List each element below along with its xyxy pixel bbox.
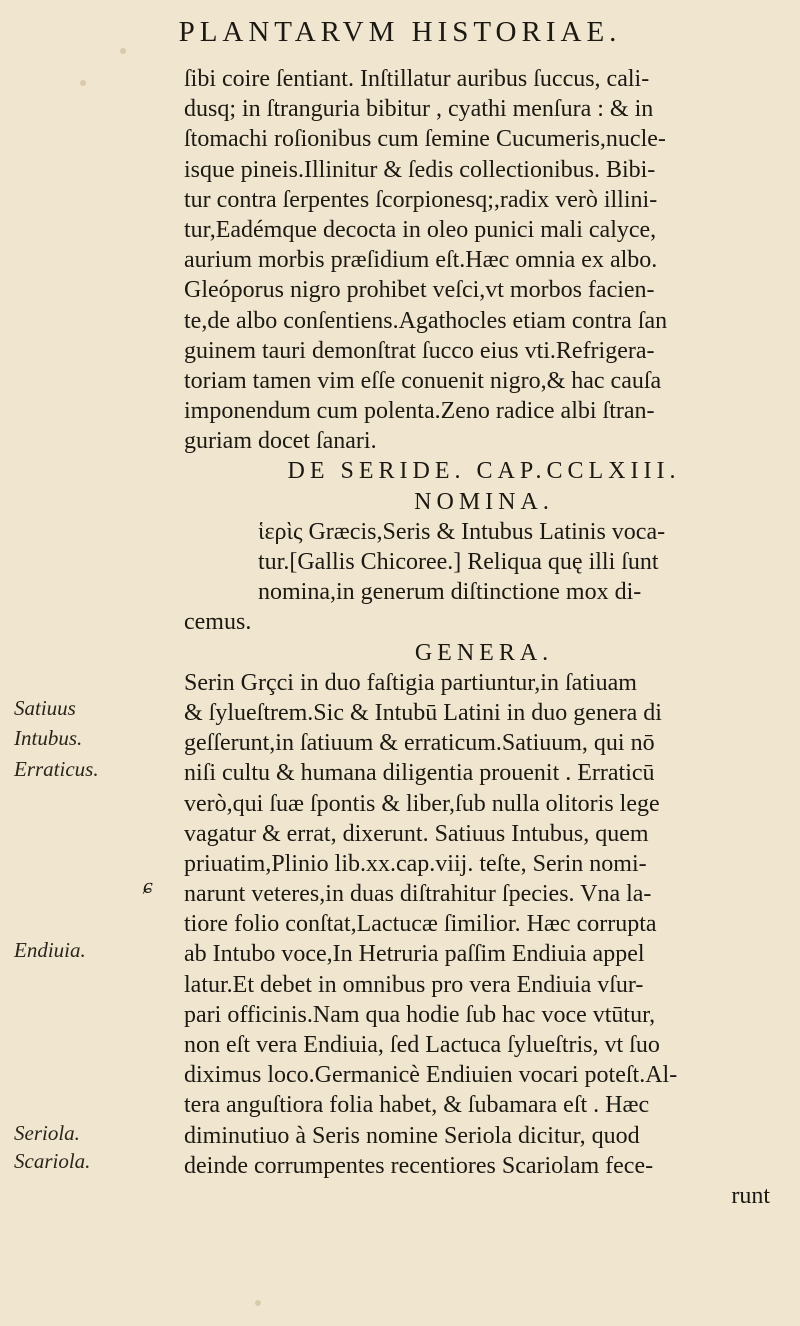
text-line: ſtomachi roſionibus cum ſemine Cucumeris,nucle-	[184, 126, 666, 153]
margin-note-erraticus: Erraticus.	[14, 757, 99, 781]
text-line: geſſerunt,in ſatiuum & erraticum.Satiuum, qui nō	[184, 730, 655, 757]
paper-stain	[255, 1300, 261, 1306]
text-line: guriam docet ſanari.	[184, 428, 377, 455]
margin-mark: ɕ	[143, 873, 153, 898]
section-heading-genera: GENERA.	[414, 639, 554, 666]
text-line: non eſt vera Endiuia, ſed Lactuca ſylueſtris, vt ſuo	[184, 1032, 660, 1058]
text-line: ſibi coire ſentiant. Inſtillatur auribus ſuccus, cali-	[184, 66, 650, 92]
section-heading-nomina: NOMINA.	[414, 488, 554, 515]
margin-note-endiuia: Endiuia.	[14, 938, 86, 962]
text-line: pari officinis.Nam qua hodie ſub hac voce vtūtur,	[184, 1001, 656, 1028]
text-line: tiore folio conſtat,Lactucæ ſimilior. Hæc corrupta	[184, 911, 657, 938]
text-line: Gleóporus nigro prohibet veſci,vt morbos facien-	[184, 277, 655, 304]
text-line: Serin Grçci in duo faſtigia partiuntur,in ſatiuam	[184, 669, 637, 696]
text-line: diminutiuo à Seris nomine Seriola dicitur, quod	[184, 1122, 640, 1149]
paper-stain	[120, 48, 126, 54]
text-line: te,de albo conſentiens.Agathocles etiam contra ſan	[184, 307, 668, 334]
text-line: & ſylueſtrem.Sic & Intubū Latini in duo genera di	[184, 699, 662, 726]
text-line: tur contra ſerpentes ſcorpionesq;,radix verò illini-	[184, 186, 658, 213]
margin-note-intubus: Intubus.	[14, 726, 83, 750]
margin-note-seriola: Seriola.	[14, 1121, 80, 1145]
chapter-heading: DE SERIDE. CAP.CCLXIII.	[287, 458, 681, 485]
margin-note-scariola: Scariola.	[14, 1149, 91, 1173]
paper-stain	[80, 80, 86, 86]
text-line: tur,Eadémque decocta in oleo punici mali calyce,	[184, 216, 657, 243]
running-head: PLANTARVM HISTORIAE.	[178, 16, 622, 48]
text-line: priuatim,Plinio lib.xx.cap.viij. teſte, Serin nomi-	[184, 850, 647, 877]
text-line: narunt veteres,in duas diſtrahitur ſpecies. Vna la-	[184, 881, 652, 908]
margin-note-satiuus: Satiuus	[14, 696, 76, 720]
text-line: ab Intubo voce,In Hetruria paſſim Endiuia appel	[184, 941, 645, 968]
text-line: verò,qui ſuæ ſpontis & liber,ſub nulla olitoris lege	[184, 790, 660, 817]
text-line: toriam tamen vim eſſe conuenit nigro,& hac cauſa	[184, 367, 662, 394]
text-line: ἱερὶς Græcis,Seris & Intubus Latinis voca-	[258, 518, 666, 545]
text-line: niſi cultu & humana diligentia prouenit . Erraticū	[184, 760, 655, 787]
text-line: diximus loco.Germanicè Endiuien vocari poteſt.Al-	[184, 1062, 678, 1089]
body-text	[184, 64, 784, 1211]
text-line: dusq; in ſtranguria bibitur , cyathi menſura : & in	[184, 96, 654, 123]
text-line: cemus.	[184, 609, 252, 636]
catchword: runt	[731, 1182, 770, 1209]
text-line: deinde corrumpentes recentiores Scariolam fece-	[184, 1152, 654, 1179]
text-line: guinem tauri demonſtrat ſucco eius vti.Refrigera-	[184, 337, 655, 364]
text-line: tur.[Gallis Chicoree.] Reliqua quę illi ſunt	[258, 549, 659, 575]
text-line: aurium morbis præſidium eſt.Hæc omnia ex albo.	[184, 247, 658, 274]
text-line: nomina,in generum diſtinctione mox di-	[258, 579, 642, 606]
text-line: isque pineis.Illinitur & ſedis collectionibus. Bibi-	[184, 156, 656, 183]
text-line: imponendum cum polenta.Zeno radice albi ſtran-	[184, 398, 655, 425]
text-line: latur.Et debet in omnibus pro vera Endiuia vſur-	[184, 971, 644, 998]
text-line: tera anguſtiora folia habet, & ſubamara eſt . Hæc	[184, 1092, 650, 1119]
text-line: vagatur & errat, dixerunt. Satiuus Intubus, quem	[184, 820, 649, 847]
